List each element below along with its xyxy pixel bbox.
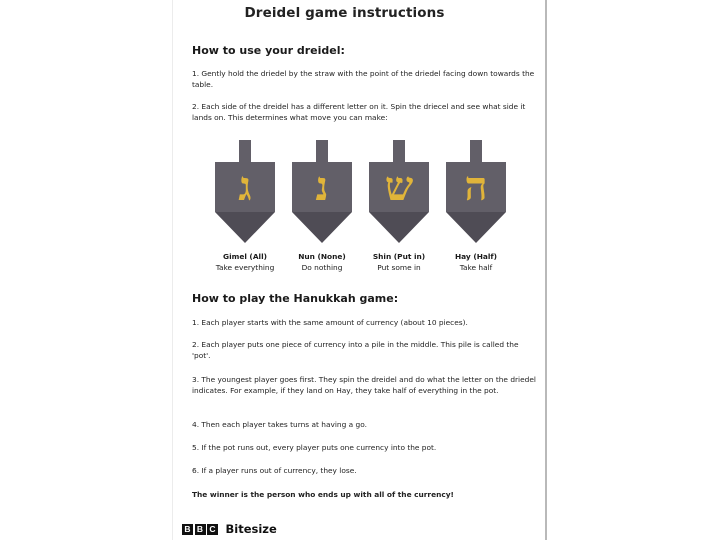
dreidel-letter: ה	[464, 163, 488, 210]
dreidel-tip	[446, 212, 506, 243]
bbc-box: B	[195, 524, 206, 535]
page-title: Dreidel game instructions	[244, 5, 445, 21]
dreidel-name: Hay (Half)	[454, 252, 497, 261]
rule-6: 6. If a player runs out of currency, they lose.	[192, 466, 357, 475]
bbc-box: C	[207, 524, 218, 535]
bitesize-brand: Bitesize	[225, 522, 277, 536]
dreidel-hay	[446, 140, 522, 244]
dreidel-gimel-icon	[215, 140, 275, 244]
dreidel-caption-hay	[431, 251, 521, 273]
dreidel-action: Do nothing	[301, 263, 343, 272]
dreidel-hay-icon	[446, 140, 506, 244]
dreidel-letter: ש	[384, 163, 414, 210]
rule-2: 2. Each player puts one piece of currency into a pile in the middle. This pile is called the 'pot'.	[192, 340, 519, 360]
dreidel-action: Put some in	[377, 263, 421, 272]
dreidel-gimel	[215, 140, 291, 244]
dreidel-name: Shin (Put in)	[372, 252, 426, 261]
dreidel-handle	[470, 140, 482, 162]
dreidel-nun-icon	[292, 140, 352, 244]
dreidel-shin	[369, 140, 445, 244]
dreidel-shin-icon	[369, 140, 429, 244]
bbc-box: B	[182, 524, 193, 535]
dreidel-action: Take everything	[215, 263, 275, 272]
dreidel-name: Gimel (All)	[223, 252, 267, 261]
dreidel-name: Nun (None)	[298, 252, 346, 261]
dreidel-nun	[292, 140, 368, 244]
page-edge-left	[172, 0, 173, 540]
dreidel-tip	[215, 212, 275, 243]
instruction-2: 2. Each side of the dreidel has a different letter on it. Spin the driecel and see what side it lands on. This determines what move you can make:	[192, 102, 526, 122]
dreidel-tip	[369, 212, 429, 243]
rule-1: 1. Each player starts with the same amount of currency (about 10 pieces).	[192, 318, 468, 327]
winner-statement: The winner is the person who ends up with all of the currency!	[192, 490, 454, 499]
bbc-bitesize-logo	[182, 522, 277, 536]
dreidel-handle	[239, 140, 251, 162]
rule-4: 4. Then each player takes turns at having a go.	[192, 420, 367, 429]
rule-3: 3. The youngest player goes first. They spin the dreidel and do what the letter on the driedel indicates. For example, if they land on Hay, they take half of everything in the pot.	[192, 375, 536, 395]
section-heading-play: How to play the Hanukkah game:	[192, 292, 399, 305]
rule-5: 5. If the pot runs out, every player puts one currency into the pot.	[192, 443, 437, 452]
instruction-1: 1. Gently hold the driedel by the straw with the point of the driedel facing down towards the table.	[192, 69, 535, 89]
dreidel-handle	[316, 140, 328, 162]
dreidel-tip	[292, 212, 352, 243]
dreidel-action: Take half	[459, 263, 493, 272]
section-heading-use: How to use your dreidel:	[192, 44, 345, 57]
dreidel-letter: ג	[238, 163, 252, 210]
page-edge-right	[545, 0, 547, 540]
dreidel-handle	[393, 140, 405, 162]
dreidel-letter: נ	[315, 163, 329, 210]
